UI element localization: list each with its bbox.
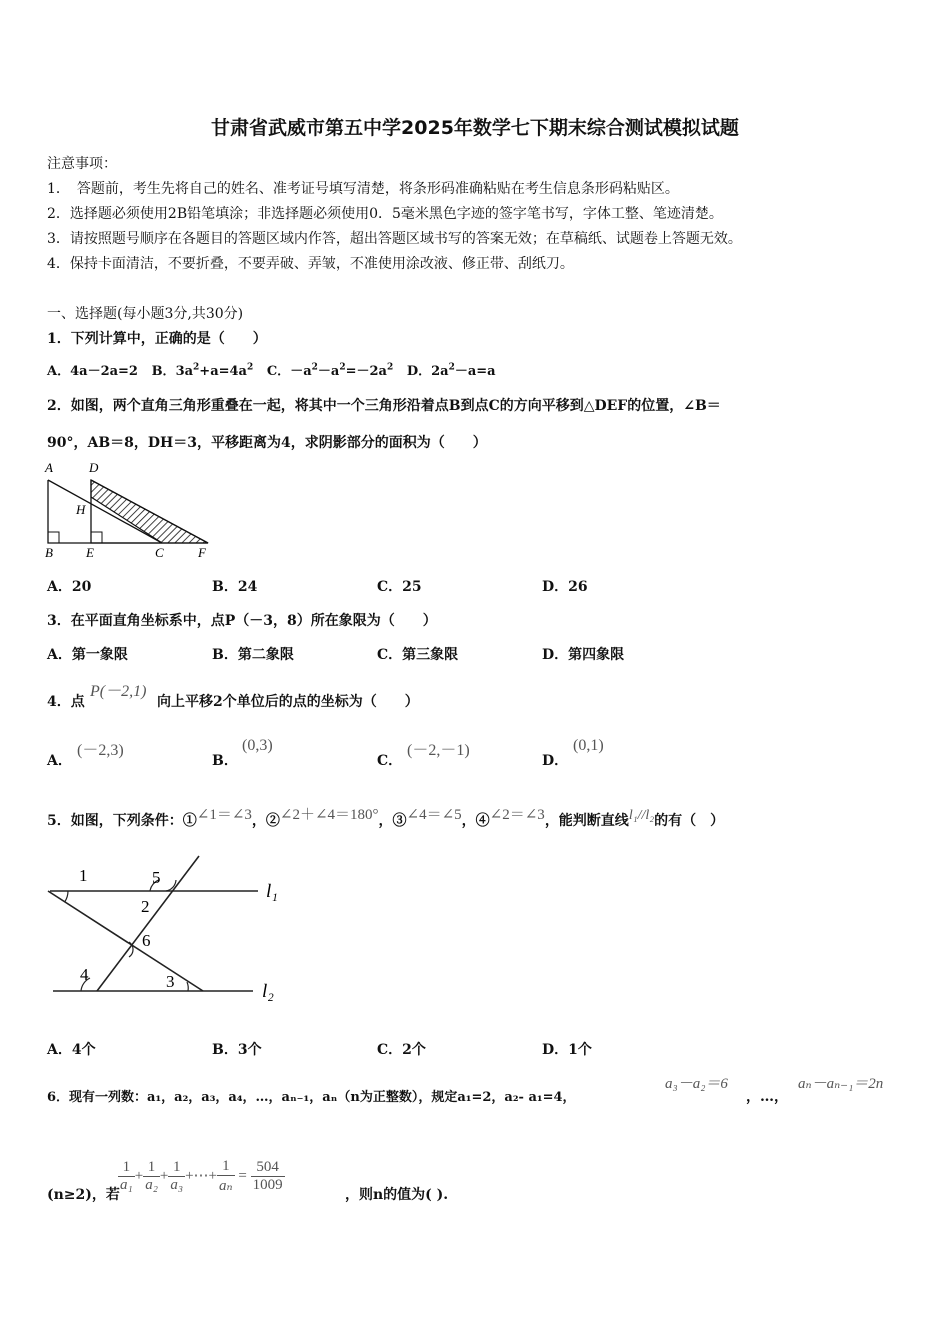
q2-option-a: A．20 (47, 579, 92, 595)
label-l1: l₁ (266, 881, 278, 902)
q2-option-d: D．26 (542, 579, 588, 595)
q6-line1: 6．现有一列数：a₁，a₂，a₃，a₄，…，aₙ₋₁，aₙ（n为正整数），规定a₁=2，a₂- a₁=4， (47, 1090, 576, 1105)
q2-option-c: C．25 (377, 579, 422, 595)
q2-figure (40, 458, 220, 560)
section-heading: 一、选择题(每小题3分,共30分) (47, 306, 244, 322)
q3-option-d: D．第四象限 (542, 647, 625, 663)
label-h: H (76, 502, 86, 517)
q4-label-b: B． (212, 753, 238, 769)
label-l2: l₂ (262, 981, 274, 1002)
label-a: A (45, 460, 53, 475)
label-e: E (86, 545, 94, 560)
q2-stem-line1: 2．如图，两个直角三角形重叠在一起，将其中一个三角形沿着点B到点C的方向平移到△DEF的位置，∠B＝ (47, 398, 721, 414)
page-title: 甘肃省武威市第五中学2025年数学七下期末综合测试模拟试题 (211, 117, 739, 139)
notice-item: 4．保持卡面清洁，不要折叠，不要弄破、弄皱，不准使用涂改液、修正带、刮纸刀。 (47, 256, 574, 272)
q6-sum: $\frac{1}{\text{a₁}}$ + $\frac{1}{\text{a₂}}$ + $\frac{1}{\text{a₃}}$ +⋯+ $\frac{1}{\text{aₙ}}$ = $\frac{504}{1009}$ (120, 1158, 283, 1194)
q3-option-a: A．第一象限 (47, 647, 128, 663)
q2-stem-line2: 90°，AB＝8，DH＝3，平移距离为4，求阴影部分的面积为（ ） (47, 435, 487, 451)
label-d: D (89, 460, 99, 475)
q3-option-c: C．第三象限 (377, 647, 459, 663)
q1-options: A．4a－2a=2 B．$3a^2+a=4a^2$ C．$-a^2-a^2=-2a^2$ D．$2a^2-a=a$ (47, 362, 496, 379)
q1-stem: 1．下列计算中，正确的是（ ） (47, 331, 267, 347)
q6-eq2: aₙ－aₙ₋₁＝2n (798, 1076, 884, 1092)
q5-option-a: A．4个 (47, 1042, 96, 1058)
q4-label-d: D． (542, 753, 569, 769)
q4-point: P(－2,1) (90, 683, 147, 700)
label-f: F (198, 545, 206, 560)
q5-option-c: C．2个 (377, 1042, 426, 1058)
transversal-1 (48, 891, 203, 991)
q5-stem: 5．如图，下列条件：①∠1＝∠3，②∠2＋∠4＝180°，③∠4＝∠5，④∠2＝∠3，能判断直线l₁//l₂的有（ ） (47, 807, 725, 829)
q5-figure (45, 852, 295, 1010)
label-2: 2 (141, 897, 150, 916)
q6-eq1: a₃－a₂＝6 (665, 1076, 728, 1092)
q4-value-c: (－2,－1) (407, 742, 470, 759)
q4-label-a: A． (47, 753, 72, 769)
q5-option-d: D．1个 (542, 1042, 592, 1058)
q6-ellipsis: ，…， (746, 1089, 788, 1105)
notice-item: 1． 答题前，考生先将自己的姓名、准考证号填写清楚，将条形码准确粘贴在考生信息条形码粘贴区。 (47, 181, 679, 197)
q4-post: 向上平移2个单位后的点的坐标为（ ） (157, 694, 419, 710)
q3-option-b: B．第二象限 (212, 647, 294, 663)
q4-value-a: (－2,3) (77, 742, 124, 759)
q3-stem: 3．在平面直角坐标系中，点P（－3，8）所在象限为（ ） (47, 613, 437, 629)
q5-option-b: B．3个 (212, 1042, 262, 1058)
label-c: C (155, 545, 164, 560)
transversal-2 (97, 856, 199, 991)
q6-pre2: (n≥2)，若 (47, 1187, 120, 1203)
label-6: 6 (142, 931, 151, 950)
notice-item: 2．选择题必须使用2B铅笔填涂；非选择题必须使用0．5毫米黑色字迹的签字笔书写，字体工整、笔迹清楚。 (47, 206, 723, 222)
label-5: 5 (152, 868, 161, 887)
q6-post2: ，则n的值为( ). (345, 1187, 449, 1203)
notice-item: 3．请按照题号顺序在各题目的答题区域内作答，超出答题区域书写的答案无效；在草稿纸、试题卷上答题无效。 (47, 231, 742, 247)
q4-pre: 4．点 (47, 694, 85, 710)
label-3: 3 (166, 972, 175, 991)
q4-value-d: (0,1) (573, 737, 604, 754)
q2-option-b: B．24 (212, 579, 258, 595)
label-b: B (45, 545, 53, 560)
q4-value-b: (0,3) (242, 737, 273, 754)
label-1-visible: 1 (79, 866, 88, 885)
q4-label-c: C． (377, 753, 403, 769)
label-4: 4 (80, 965, 89, 984)
notice-heading: 注意事项： (47, 156, 117, 172)
